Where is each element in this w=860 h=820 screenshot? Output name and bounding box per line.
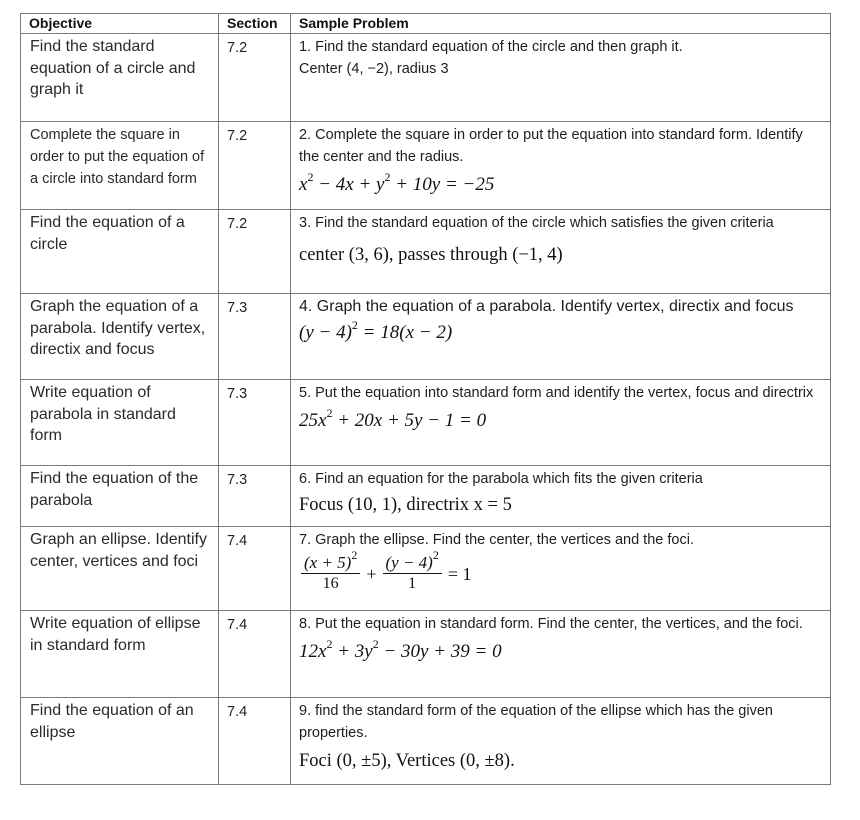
problem-cell xyxy=(291,294,831,380)
problem-text: 1. Find the standard equation of the circle and then graph it. xyxy=(299,39,683,55)
objective-cell: Find the equation of an ellipse xyxy=(21,698,219,785)
problem-detail: Center (4, −2), radius 3 xyxy=(299,61,449,77)
problem-cell xyxy=(291,611,831,698)
table-row xyxy=(21,34,831,122)
table-row xyxy=(21,611,831,698)
objective-cell: Complete the square in order to put the equation of a circle into standard form xyxy=(21,122,219,210)
problem-equation: $x^2 - 4x + y^2 + 10y = -25$ xyxy=(299,170,495,195)
section-cell: 7.2 xyxy=(219,122,291,210)
problem-cell xyxy=(291,380,831,466)
problem-text: 8. Put the equation in standard form. Find the center, the vertices, and the foci. xyxy=(299,616,803,632)
section-cell: 7.2 xyxy=(219,34,291,122)
problem-text: 5. Put the equation into standard form and identify the vertex, focus and directrix xyxy=(299,385,814,401)
problem-text: 2. Complete the square in order to put the equation into standard form. Identify the center and the radius. xyxy=(299,127,803,165)
table-row xyxy=(21,527,831,611)
problem-cell xyxy=(291,34,831,122)
table-row xyxy=(21,380,831,466)
fraction: $\frac{(y - 4)^2}{1}$ xyxy=(383,553,442,594)
table-row xyxy=(21,466,831,527)
problem-equation: Foci (0, ±5), Vertices (0, ±8). xyxy=(299,751,515,771)
problem-text: 9. find the standard form of the equation of the ellipse which has the given properties. xyxy=(299,703,773,741)
problem-equation: $\frac{(x + 5)^2}{16}$ + $\frac{(y - 4)^2}{1}$ = 1 xyxy=(299,553,822,594)
section-cell: 7.4 xyxy=(219,611,291,698)
objective-header: Objective xyxy=(21,14,219,34)
objective-cell: Graph the equation of a parabola. Identify vertex, directix and focus xyxy=(21,294,219,380)
objective-cell: Write equation of parabola in standard form xyxy=(21,380,219,466)
objective-cell: Find the standard equation of a circle and graph it xyxy=(21,34,219,122)
problem-equation: $(y - 4)^2 = 18(x - 2)$ xyxy=(299,317,453,343)
section-header: Section xyxy=(219,14,291,34)
table-row xyxy=(21,122,831,210)
problem-text: 7. Graph the ellipse. Find the center, the vertices and the foci. xyxy=(299,532,694,548)
section-cell: 7.4 xyxy=(219,698,291,785)
problem-cell xyxy=(291,698,831,785)
problem-equation: Focus (10, 1), directrix x = 5 xyxy=(299,495,512,515)
objective-cell: Find the equation of the parabola xyxy=(21,466,219,527)
section-cell: 7.3 xyxy=(219,380,291,466)
section-cell: 7.3 xyxy=(219,466,291,527)
objective-cell: Find the equation of a circle xyxy=(21,210,219,294)
problem-cell xyxy=(291,466,831,527)
section-cell: 7.2 xyxy=(219,210,291,294)
sample-problem-header: Sample Problem xyxy=(291,14,831,34)
problem-equation: $25x^2 + 20x + 5y - 1 = 0$ xyxy=(299,406,487,431)
section-cell: 7.4 xyxy=(219,527,291,611)
problem-text: 6. Find an equation for the parabola which fits the given criteria xyxy=(299,471,703,487)
table-row xyxy=(21,698,831,785)
problem-cell xyxy=(291,527,831,611)
problem-cell xyxy=(291,122,831,210)
table-row xyxy=(21,210,831,294)
fraction: $\frac{(x + 5)^2}{16}$ xyxy=(301,553,360,594)
header-row xyxy=(21,14,831,34)
objective-cell: Write equation of ellipse in standard form xyxy=(21,611,219,698)
problem-equation: $12x^2 + 3y^2 - 30y + 39 = 0$ xyxy=(299,637,502,662)
table-row xyxy=(21,294,831,380)
problem-text: 3. Find the standard equation of the circle which satisfies the given criteria xyxy=(299,215,774,231)
objective-cell: Graph an ellipse. Identify center, vertices and foci xyxy=(21,527,219,611)
section-cell: 7.3 xyxy=(219,294,291,380)
problem-cell xyxy=(291,210,831,294)
problem-equation: center (3, 6), passes through (−1, 4) xyxy=(299,245,563,265)
problem-text: 4. Graph the equation of a parabola. Identify vertex, directix and focus xyxy=(299,298,794,315)
objectives-table xyxy=(20,13,831,785)
